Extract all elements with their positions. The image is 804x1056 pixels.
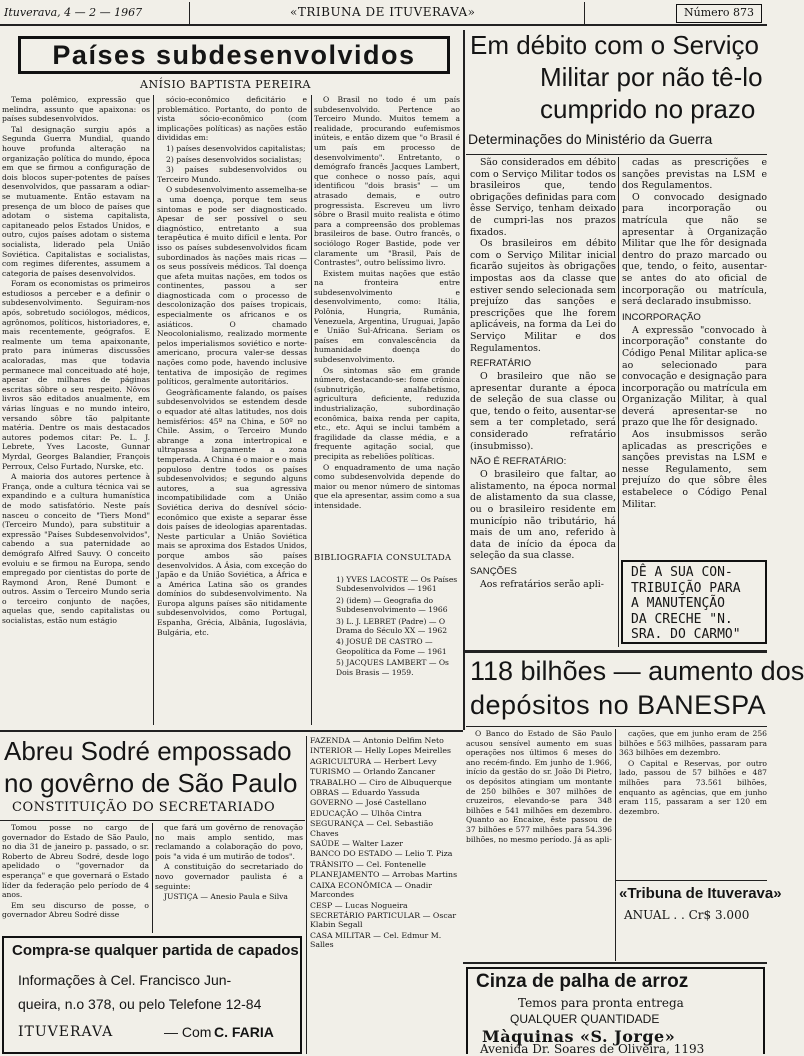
masthead-number: Número 873 bbox=[676, 4, 762, 23]
paragraph: Tema polêmico, expressão que melindra, assunto que apaixona: os países subdesenvolvidos. bbox=[2, 95, 150, 124]
secretariat-list bbox=[310, 736, 460, 1054]
paragraph: O brasileiro que faltar, ao alistamento, na época normal de alistamento da sua classe, ou o brasileiro residente em município não tributário, há mais de um ano, referido à data de início da época da seleção da sua classe. bbox=[470, 469, 616, 562]
paragraph: 3) países subdesenvolvidos ou Terceiro Mundo. bbox=[157, 165, 307, 184]
secretariat-item: TURISMO — Orlando Zancaner bbox=[310, 767, 436, 777]
heading-nao-refratario: NÃO É REFRATÁRIO: bbox=[470, 456, 567, 468]
paragraph: JUSTIÇA — Anesio Paula e Silva bbox=[164, 892, 288, 902]
creche-ad-line-4: DA CRECHE "N. bbox=[631, 611, 733, 627]
article-col-2 bbox=[157, 95, 307, 725]
sodre-subtitle: CONSTITUIÇÃO DO SECRETARIADO bbox=[12, 800, 276, 815]
paragraph: O subdesenvolvimento assemelha-se a uma doença, porque tem seus sintomas e pode ser diagnosticado. Apesar de ser possível o seu diagnóstico, entretanto a sua terapêutica é muito difícil e lenta. Por isso os países subdesenvolvidos ficam subordinados às nações mais ricas — os seus possíveis médicos. Tal doença que afeta muitas nações, em todos os continentes, passou a ser diagnosticada com o processo de descolonização dos países tropicais, especialmente os africanos e os asiáticos. O chamado Neocolonialismo, realizado mormente pelos imperialismos soviético e norte-americano, procura valer-se dessas nações como pode, havendo inclusive tentativa de imposição de regimes políticos, geralmente autoritários. bbox=[157, 185, 307, 387]
sodre-title-line-1: Abreu Sodré empossado bbox=[4, 736, 292, 766]
paragraph: O Banco do Estado de São Paulo acusou sensível aumento em suas operações nos últimos 6 meses do ano recém-findo. Em junho de 1.966, início da gestão do sr. João Di Pietro, os depósitos atingiam um montante de 250 bilhões e 307 milhões de cruzeiros, elevando-se para 348 bilhões e 541 milhões em dezembro. Quanto ao Encaixe, êste passou de 37 bilhões e 577 milhões para 54.396 bilhões, no mesmo período. Já as apli- bbox=[466, 729, 612, 844]
paragraph: Os sintomas são em grande número, destacando-se: fome crônica (subnutrição, analfabetismo, agricultura deficiente, reduzida industrialização, subordinação econômica, baixa renda per capita, etc., etc. Aqui se inclui também a fragilidade da classe média, e a frequente agitação social, que precipita as rebeliões políticas. bbox=[314, 365, 460, 461]
heading-refratario: REFRATÁRIO bbox=[470, 358, 532, 370]
paragraph: Em seu discurso de posse, o governador Abreu Sodré disse bbox=[2, 900, 149, 920]
bibliography-item: 5) JACQUES LAMBERT — Os Dois Brasis — 1959. bbox=[336, 658, 449, 677]
paragraph: cadas as prescrições e sanções previstas na LSM e dos Regulamentos. bbox=[622, 157, 767, 192]
paragraph: Existem muitas nações que estão na fronteira entre subdesenvolvimento e desenvolvimento, como: Itália, Polônia, Hungria, Rumânia, Venezuela, Argentina, Uruguai, Japão e União Sul-Africana. Seriam os países em convalescência da humanidade doença do subdesenvolvimento. bbox=[314, 268, 460, 365]
article-title: Países subdesenvolvidos bbox=[52, 40, 416, 70]
paragraph: O enquadramento de uma nação como subdesenvolvida depende do maior ou menor número de sintomas que ela apresentar, assim como a sua intensidade. bbox=[314, 462, 460, 510]
secretariat-item: GOVERNO — José Castellano bbox=[310, 798, 427, 808]
paragraph: O Brasil no todo é um país subdesenvolvido. Pertence ao Terceiro Mundo. Muitos temem a realidade, procurando eufemismos inúteis, e então dizem que "o Brasil é um país em processo de desenvolvimento". Entretanto, o demógrafo francês Jacques Lambert, que conhece o nosso país, aqui identificou "dois brasis" — um atrasado demais, e outro progressista. Escreveu um livro sôbre o Brasil muito realista e ótimo para a compreensão dos problemas brasileiros de base. Outro francês, o sociólogo Roger Bastide, pode ver claramente um "Brasil, País de Contrastes", outro belíssimo livro. bbox=[314, 95, 460, 268]
paragraph: São considerados em débito com o Serviço Militar todos os brasileiros que, tendo obrigações definidas para com êsse Serviço, tenham deixado de cumpri-las nos prazos fixados. bbox=[470, 157, 616, 238]
article-col-1 bbox=[2, 95, 150, 725]
paragraph: que fará um govêrno de renovação no mais amplo sentido, mas reclamando a colaboração do povo, pois "a vida é um mutirão de todos". bbox=[155, 823, 303, 861]
military-subtitle: Determinações do Ministério da Guerra bbox=[468, 131, 713, 147]
military-title-line-1: Em débito com o Serviço bbox=[470, 30, 760, 60]
secretariat-item: TRABALHO — Ciro de Albuquerque bbox=[310, 777, 452, 787]
cinza-ad bbox=[466, 967, 765, 1054]
paragraph: O brasileiro que não se apresentar durante a época de seleção de sua classe ou que, tendo o feito, ausentar-se sem a ter completado, será considerado refratário (insubmisso). bbox=[470, 371, 616, 452]
secretariat-item: FAZENDA — Antonio Delfim Neto bbox=[310, 736, 444, 745]
cinza-ad-address: Avenida Dr. Soares de Oliveira, 1193 bbox=[480, 1042, 705, 1056]
secretariat-item: TRÂNSITO — Cel. Fontenelle bbox=[310, 859, 427, 869]
secretariat-item: SEGURANÇA — Cel. Sebastião Chaves bbox=[310, 819, 434, 838]
sodre-title-line-2: no govêrno de São Paulo bbox=[4, 768, 298, 798]
capados-ad-city: ITUVERAVA bbox=[18, 1024, 114, 1040]
creche-ad-line-5: SRA. DO CARMO" bbox=[631, 627, 741, 642]
paragraph: sócio-econômico deficitário e problemático. Portanto, do ponto de vista sócio-econômico (com implicações políticas) as nações estão divididas em: bbox=[157, 95, 307, 143]
creche-ad-line-1: DÊ A SUA CON- bbox=[631, 565, 733, 580]
capados-ad-line-3: queira, n.o 378, ou pelo Telefone 12-84 bbox=[18, 996, 262, 1012]
capados-ad bbox=[2, 936, 302, 1054]
cinza-ad-machines: Màquinas «S. Jorge» bbox=[482, 1027, 676, 1046]
secretariat-item: SAÚDE — Walter Lazer bbox=[310, 839, 403, 849]
secretariat-item: BANCO DO ESTADO — Lelio T. Piza bbox=[310, 849, 453, 859]
secretariat-item: OBRAS — Eduardo Yassuda bbox=[310, 788, 420, 798]
sodre-col-a bbox=[2, 823, 149, 933]
article-title-box bbox=[18, 36, 450, 74]
paragraph: A constituição do secretariado do novo governador paulista é a seguinte: bbox=[155, 862, 303, 891]
paragraph: A expressão "convocado à incorporação" constante do Código Penal Militar aplica-se ao selecionado para convocação e designação para incorporação ou matrícula em Organização Militar, à qual deverá apresentar-se no prazo que lhe fôr designado. bbox=[622, 324, 767, 429]
military-col-b bbox=[622, 157, 767, 557]
bibliography-item: 2) (idem) — Geografia do Subdesenvolvimento — 1966 bbox=[336, 595, 448, 615]
sodre-col-b bbox=[155, 823, 303, 933]
paragraph: O Capital e Reservas, por outro lado, passou de 57 bilhões e 487 milhões para 73.561 bilhões, enquanto as agências, que em junho eram 115, passaram a ser 120 em dezembro. bbox=[619, 758, 767, 816]
paragraph: A maioria dos autores pertence à França, onde a cultura técnica vai se expandindo e a cultura humanística de modo satisfatório. Neste país nasceu o conceito de "Tiers Mond" (Terceiro Mundo), para substituir a expressão "Países Subdesenvolvidos", cabendo a sua paternidade ao demógrafo Alfred Sauvy. O conceito evoluiu e se firmou na Europa, sendo empregado por cientistas do porte de Raymond Aron, René Dumont e outros. Assim o Terceiro Mundo seria o terceiro conjunto de nações, aquelas que, sendo capitalistas ou socialistas, estão num estágio bbox=[2, 472, 150, 626]
creche-ad-line-2: TRIBUIÇÃO PARA bbox=[631, 580, 741, 596]
cinza-ad-title: Cinza de palha de arroz bbox=[476, 971, 689, 992]
cinza-ad-line-2: Temos para pronta entrega bbox=[518, 996, 684, 1010]
masthead-date: Ituverava, 4 — 2 — 1967 bbox=[4, 6, 143, 19]
military-title-line-2: Militar por não tê-lo bbox=[540, 62, 763, 92]
paragraph: Aos insubmissos serão aplicadas as prescrições e sanções previstas na LSM e nesse Regulamento, sem prejuízo do que sôbre êles estabelece o Código Penal Militar. bbox=[622, 429, 767, 510]
creche-ad-line-3: A MANUTENÇÃO bbox=[631, 596, 725, 611]
tribuna-ad-price: ANUAL . . Cr$ 3.000 bbox=[624, 908, 750, 922]
paragraph: Tal designação surgiu após a Segunda Guerra Mundial, quando houve profunda alteração na organização política do mundo, época em que se firmou a configuração de dois blocos super-potentes de países desenvolvidos, que passaram a odiar-se mutuamente. Então estavam na presença de um bloco de países que adotam o sistema capitalista, capitaneado pelos Estados Unidos, e outro, cujos países adotam o sistema socialista, liderado pela União Soviética. Capitalistas e socialistas, com regimes diferentes, assumem a categoria de países desenvolvidos. bbox=[2, 124, 150, 278]
banespa-col-a bbox=[466, 729, 612, 961]
heading-incorporacao: INCORPORAÇÃO bbox=[622, 311, 701, 323]
military-col-a bbox=[470, 157, 616, 647]
paragraph: Geogràficamente falando, os países subdesenvolvidos se estendem desde o equador até altas latitudes, nos dois hemisférios: 45º na China, e 50º no Chile. Assim, o Terceiro Mundo abrange a zona intertropical e ultrapassa largamente a zona temperada. A China é o maior e o mais populoso dentre todos os países subdesenvolvidos; e segundo alguns autores, a sua agressiva incompatibilidade com a União Soviética deriva do desnível sócio-econômico que existe a separar êsse dois países de ideologias aparentadas. Neste particular a União Soviética mais se aproxima dos Estados Unidos, porque ambos são países desenvolvidos. A Ásia, com exceção do Japão e da União Soviética, a África e a América Latina são os grandes domínios do subdesenvolvimento. Na Europa alguns países são nitidamente subdesenvolvidos, como Portugal, Espanha, Grécia, Albânia, Iugoslávia, Bulgária, etc. bbox=[157, 387, 307, 637]
cinza-ad-line-3: QUALQUER QUANTIDADE bbox=[510, 1012, 660, 1026]
capados-ad-with: — Com bbox=[164, 1024, 212, 1040]
capados-ad-line-2: Informações à Cel. Francisco Jun- bbox=[18, 972, 232, 988]
capados-ad-name: C. FARIA bbox=[214, 1024, 274, 1040]
paragraph: cações, que em junho eram de 256 bilhões e 563 milhões, passaram para 363 bilhões em dezembro. bbox=[619, 729, 767, 758]
secretariat-item: EDUCAÇÃO — Ulhôa Cintra bbox=[310, 808, 422, 818]
article-author: ANÍSIO BAPTISTA PEREIRA bbox=[140, 78, 311, 91]
bibliography-item: 3) L. J. LEBRET (Padre) — O Drama do Século XX — 1962 bbox=[336, 616, 448, 636]
paragraph: Tomou posse no cargo de governador do Estado de São Paulo, no dia 31 de janeiro p. passado, o sr. Roberto de Abreu Sodré, desde logo apelidado o "governador da esperança" e que governará o Estado líder da federação pelo período de 4 anos. bbox=[2, 823, 149, 900]
bibliography-item: 1) YVES LACOSTE — Os Países Subdesenvolvidos — 1961 bbox=[336, 575, 458, 594]
secretariat-item: AGRICULTURA — Herbert Levy bbox=[310, 756, 437, 766]
bibliography-title: BIBLIOGRAFIA CONSULTADA bbox=[314, 552, 452, 562]
paragraph: 2) países desenvolvidos socialistas; bbox=[166, 154, 302, 164]
military-title-line-3: cumprido no prazo bbox=[540, 94, 756, 124]
secretariat-item: INTERIOR — Helly Lopes Meirelles bbox=[310, 746, 452, 756]
secretariat-item: CASA MILITAR — Cel. Edmur M. Salles bbox=[310, 930, 442, 950]
heading-sancoes: SANÇÕES bbox=[470, 566, 517, 577]
masthead-title: «TRIBUNA DE ITUVERAVA» bbox=[290, 5, 476, 19]
capados-ad-line-1: Compra-se qualquer partida de capados bbox=[12, 942, 299, 959]
tribuna-ad-title: «Tribuna de Ituverava» bbox=[619, 885, 782, 902]
paragraph: 1) países desenvolvidos capitalistas; bbox=[166, 143, 306, 153]
bibliography-item: 4) JOSUÉ DE CASTRO — Geopolítica da Fome — 1961 bbox=[336, 637, 447, 656]
secretariat-item: SECRETÁRIO PARTICULAR — Oscar Klabin Segall bbox=[310, 910, 457, 930]
banespa-title-line-2: depósitos no BANESPA bbox=[470, 690, 767, 720]
paragraph: Os brasileiros em débito com o Serviço Militar inicial ficarão sujeitos às obrigações impostas aos da classe que estiver sendo selecionada sem prejuízo das sanções e prescrições que lhe forem aplicáveis, na forma da Lei do Serviço Militar e dos Regulamentos. bbox=[470, 238, 616, 354]
paragraph: O convocado designado para incorporação ou matrícula que não se apresentar à Organização Militar que lhe fôr designada dentro do prazo marcado ou que, tendo, o feito, ausentar-se antes do ato oficial de incorporação ou matrícula, será declarado insubmisso. bbox=[622, 191, 767, 308]
secretariat-item: PLANEJAMENTO — Arrobas Martins bbox=[310, 870, 458, 880]
secretariat-item: CESP — Lucas Nogueira bbox=[310, 900, 408, 910]
banespa-col-b bbox=[619, 729, 767, 849]
paragraph: Aos refratários serão apli- bbox=[480, 579, 604, 590]
paragraph: Foram os economistas os primeiros estudiosos a perceber e a definir o subdesenvolvimento. Seguiram-nos após, sobretudo sociólogos, médicos, agrônomos, políticos, historiadores, e, mais recentemente, geógrafos. E realmente um tema apaixonante, prato para inúmeras discussões acaloradas, mas que todavia permanece mal conceituado até hoje, apesar de milhares de páginas escritas sôbre o seu respeito. Nôvos livros são editados anualmente, em várias línguas e no mundo inteiro, versando sôbre tão palpitante matéria. Dentre os mais destacados autores podemos citar: Pe. L. J. Lebrete, Yves Lacoste, Gunnar Myrdal, Georges Balandier, François Perroux, Celso Furtado, Nurske, etc. bbox=[2, 279, 150, 471]
secretariat-item: CAIXA ECONÔMICA — Onadir Marcondes bbox=[310, 880, 433, 900]
masthead bbox=[0, 0, 767, 26]
bibliography-list bbox=[336, 575, 460, 725]
article-col-3 bbox=[314, 95, 460, 553]
creche-ad bbox=[621, 560, 767, 644]
banespa-title-line-1: 118 bilhões — aumento dos bbox=[470, 656, 804, 686]
